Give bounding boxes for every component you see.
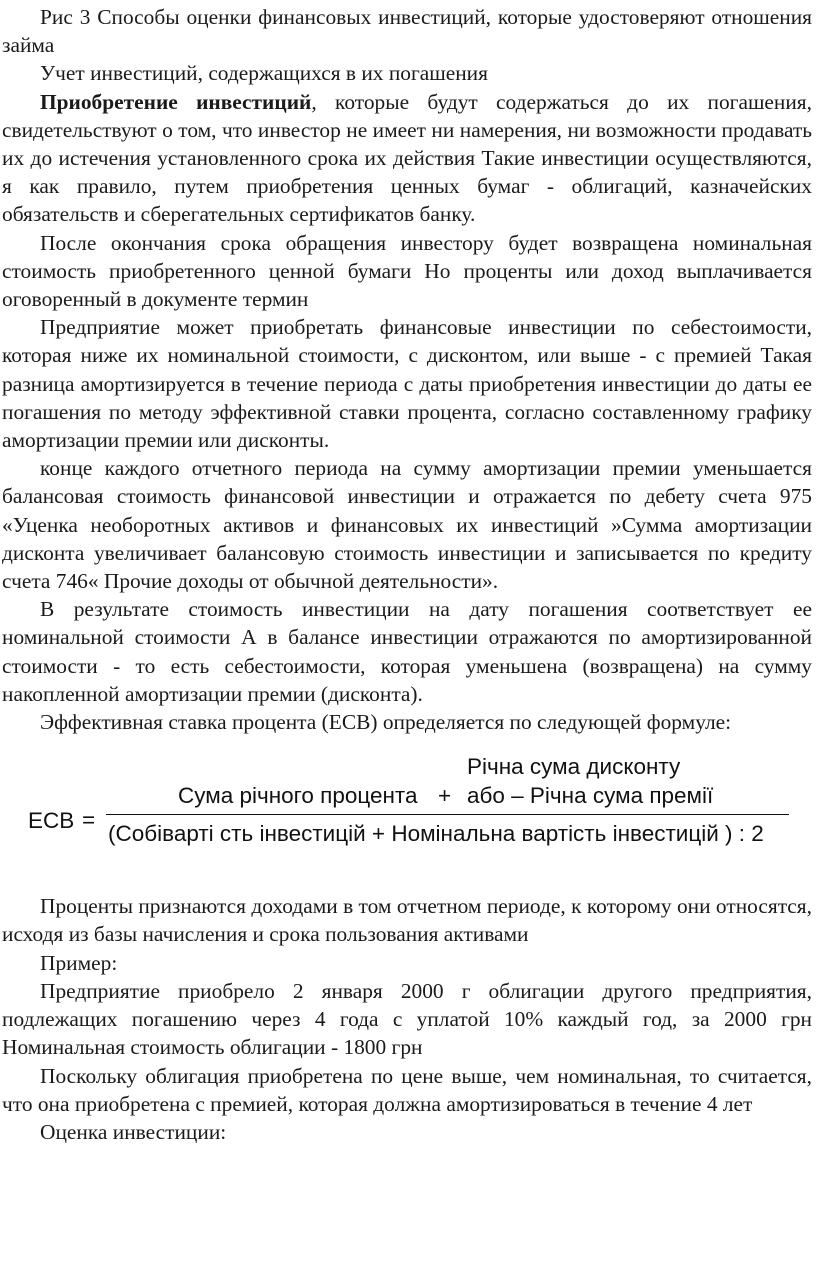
paragraph-acquisition [2, 88, 812, 229]
formula-numerator-premium: або – Річна сума премії [467, 783, 714, 809]
paragraph-formula-intro: Эффективная ставка процента (ЕСВ) определяется по следующей формуле: [40, 710, 732, 735]
paragraph-valuation: Оценка инвестиции: [40, 1119, 227, 1144]
ecb-formula [2, 752, 812, 878]
formula-equals: = [82, 807, 96, 833]
figure-caption: Рис 3 Способы оценки финансовых инвестиций, которые удостоверяют отношения займа [2, 5, 812, 58]
bold-term: Приобретение инвестиций [40, 89, 312, 114]
formula-denominator: (Собіварті сть інвестицій + Номінальна вартість інвестицій ) : 2 [108, 821, 764, 847]
paragraph-result: В результате стоимость инвестиции на дату погашения соответствует ее номинальной стоимости А в балансе инвестиции отражаются по амортизированной стоимости - то есть себестоимости, которая уменьшена (возвращена) на сумму накопленной амортизации премии (дисконта). [2, 597, 812, 706]
paragraph-discount-premium: Предприятие может приобретать финансовые инвестиции по себестоимости, которая ниже их номинальной стоимости, с дисконтом, или выше - с премией Такая разница амортизируется в течение периода с даты приобретения инвестиции до даты ее погашения по методу эффективной ставки процента, согласно составленному графику амортизации премии или дисконты. [2, 315, 812, 453]
document-page [2, 0, 812, 1146]
paragraph-example: Предприятие приобрело 2 января 2000 г облигации другого предприятия, подлежащих погашению через 4 года с уплатой 10% каждый год, за 2000 грн Номинальная стоимость облигации - 1800 грн [2, 978, 812, 1060]
formula-numerator-discount: Річна сума дисконту [467, 754, 681, 780]
formula-numerator-interest: Сума річного процента [178, 783, 418, 809]
paragraph-maturity: После окончания срока обращения инвестору будет возвращена номинальная стоимость приобретенного ценной бумаги Но проценты или доход выплачивается оговоренный в документе термин [2, 230, 812, 312]
formula-lhs: ЕСВ [28, 808, 75, 834]
fraction-bar [106, 814, 789, 815]
section-heading: Учет инвестиций, содержащихся в их погашения [40, 61, 488, 86]
paragraph-interest-recognition: Проценты признаются доходами в том отчетном периоде, к которому они относятся, исходя из базы начисления и срока пользования активами [2, 894, 812, 947]
example-label: Пример: [40, 950, 118, 975]
paragraph-period-end: конце каждого отчетного периода на сумму амортизации премии уменьшается балансовая стоимость финансовой инвестиции и отражается по дебету счета 975 «Уценка необоротных активов и финансовых их инвестиций »Сумма амортизации дисконта увеличивает балансовую стоимость инвестиции и записывается по кредиту счета 746« Прочие доходы от обычной деятельности». [2, 456, 812, 594]
formula-plus: + [438, 783, 452, 809]
paragraph-premium: Поскольку облигация приобретена по цене выше, чем номинальная, то считается, что она приобретена с премией, которая должна амортизироваться в течение 4 лет [2, 1063, 812, 1116]
paragraph-text: , которые будут содержаться до их погашения, свидетельствуют о том, что инвестор не имеет ни намерения, ни возможности продавать их до истечения установленного срока их действия Такие инвестиции осуществляются, я как правило, путем приобретения ценных бумаг - облигаций, казначейских обязательств и сберегательных сертификатов банку. [2, 89, 812, 227]
